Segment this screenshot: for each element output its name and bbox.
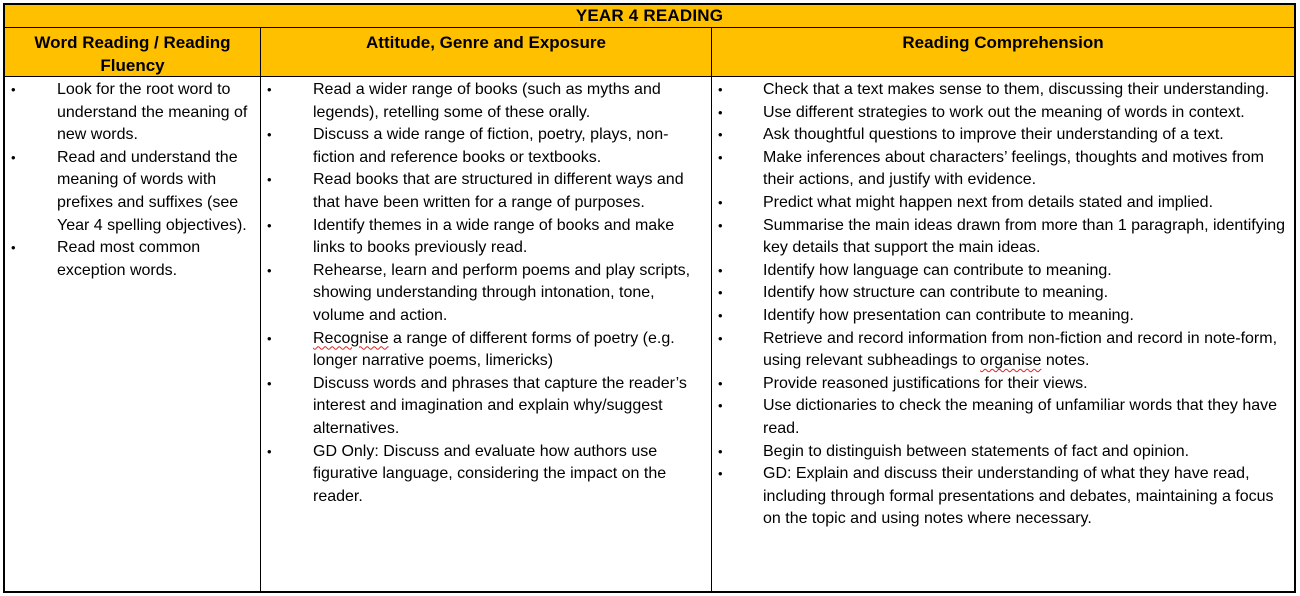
attitude-genre-cell (261, 77, 712, 591)
bullet-icon: • (718, 375, 723, 391)
bullet-icon: • (718, 262, 723, 278)
objective-text: Summarise the main ideas drawn from more than 1 paragraph, identifying key details that support the main ideas. (763, 216, 1286, 257)
bullet-icon: • (718, 466, 723, 482)
objective-item (712, 441, 1294, 464)
objective-text: Read and understand the meaning of words with prefixes and suffixes (see Year 4 spelling objectives). (57, 148, 247, 234)
objective-text: Read a wider range of books (such as myths and legends), retelling some of these orally. (313, 81, 661, 121)
column-header-row (5, 28, 1294, 77)
objective-text: Provide reasoned justifications for their views. (763, 374, 1088, 392)
objective-text: Use different strategies to work out the meaning of words in context. (763, 103, 1245, 121)
objective-item (261, 169, 711, 214)
objective-item (712, 282, 1294, 305)
objective-item (712, 192, 1294, 215)
objective-text: Discuss a wide range of fiction, poetry, plays, non-fiction and reference books or textbooks. (313, 126, 669, 166)
bullet-icon: • (718, 398, 723, 414)
objective-text: Read most common exception words. (57, 239, 201, 279)
objective-item (5, 237, 260, 282)
objective-text: Retrieve and record information from non-fiction and record in note-form, using relevant subheadings to organise notes. (763, 329, 1278, 370)
bullet-icon: • (11, 240, 16, 256)
bullet-icon: • (718, 330, 723, 346)
bullet-icon: • (267, 443, 272, 459)
column-header-word-reading: Word Reading / Reading Fluency (5, 28, 261, 76)
word-reading-cell (5, 77, 261, 591)
reading-objectives-table (3, 3, 1296, 593)
bullet-icon: • (11, 149, 16, 165)
objective-item (261, 79, 711, 124)
objective-text: Identify themes in a wide range of books and make links to books previously read. (313, 216, 675, 257)
objective-item (712, 215, 1294, 260)
objective-item (712, 79, 1294, 102)
objective-item (712, 395, 1294, 440)
bullet-icon: • (267, 217, 272, 233)
objective-text: Recognise a range of different forms of poetry (e.g. longer narrative poems, limericks) (313, 329, 675, 370)
bullet-icon: • (267, 330, 272, 346)
bullet-icon: • (718, 82, 723, 97)
objective-item (261, 260, 711, 328)
objective-text: Use dictionaries to check the meaning of unfamiliar words that they have read. (763, 397, 1278, 437)
attitude-genre-list (261, 79, 711, 508)
bullet-icon: • (718, 307, 723, 323)
objective-text: GD: Explain and discuss their understanding of what they have read, including through formal presentations and debates, maintaining a focus on the topic and using notes where necessary. (763, 465, 1274, 528)
bullet-icon: • (718, 443, 723, 459)
comprehension-list (712, 79, 1294, 531)
objective-text: Begin to distinguish between statements of fact and opinion. (763, 442, 1190, 460)
objective-item (261, 215, 711, 260)
table-title: YEAR 4 READING (5, 5, 1294, 28)
objective-item (261, 124, 711, 169)
objective-item (5, 147, 260, 237)
objective-text: Rehearse, learn and perform poems and play scripts, showing understanding through intonation, tone, volume and action. (313, 261, 691, 324)
objective-text: Predict what might happen next from details stated and implied. (763, 193, 1214, 211)
objective-text: Identify how structure can contribute to meaning. (763, 284, 1109, 302)
objective-text: Identify how presentation can contribute to meaning. (763, 306, 1134, 324)
bullet-icon: • (267, 375, 272, 391)
bullet-icon: • (718, 104, 723, 120)
objective-item (5, 79, 260, 147)
objective-item (261, 328, 711, 373)
bullet-icon: • (718, 194, 723, 210)
objective-item (261, 441, 711, 509)
bullet-icon: • (718, 127, 723, 143)
bullet-icon: • (267, 172, 272, 188)
objective-item (712, 328, 1294, 373)
objective-item (261, 373, 711, 441)
bullet-icon: • (267, 262, 272, 278)
objective-item (712, 260, 1294, 283)
objective-text: Read books that are structured in different ways and that have been written for a range of purposes. (313, 171, 684, 211)
objective-text: Ask thoughtful questions to improve their understanding of a text. (763, 126, 1224, 144)
objective-item (712, 373, 1294, 396)
bullet-icon: • (11, 82, 16, 97)
bullet-icon: • (718, 285, 723, 301)
objective-text: Make inferences about characters’ feelings, thoughts and motives from their actions, and justify with evidence. (763, 148, 1264, 189)
column-header-comprehension: Reading Comprehension (902, 33, 1104, 52)
objective-text: Identify how language can contribute to meaning. (763, 261, 1112, 279)
objective-item (712, 305, 1294, 328)
bullet-icon: • (718, 217, 723, 233)
bullet-icon: • (267, 127, 272, 143)
objective-item (712, 124, 1294, 147)
objectives-row (5, 77, 1294, 591)
word-reading-list (5, 79, 260, 282)
objective-item (712, 147, 1294, 192)
objective-text: Check that a text makes sense to them, discussing their understanding. (763, 81, 1270, 98)
objective-text: Look for the root word to understand the meaning of new words. (57, 81, 248, 144)
objective-text: GD Only: Discuss and evaluate how authors use figurative language, considering the impact on the reader. (313, 442, 667, 505)
objective-item (712, 463, 1294, 531)
bullet-icon: • (718, 149, 723, 165)
column-header-attitude-genre: Attitude, Genre and Exposure (261, 28, 712, 76)
objective-item (712, 102, 1294, 125)
bullet-icon: • (267, 82, 272, 97)
objective-text: Discuss words and phrases that capture the reader’s interest and imagination and explain why/suggest alternatives. (313, 374, 687, 437)
comprehension-cell (712, 77, 1294, 591)
